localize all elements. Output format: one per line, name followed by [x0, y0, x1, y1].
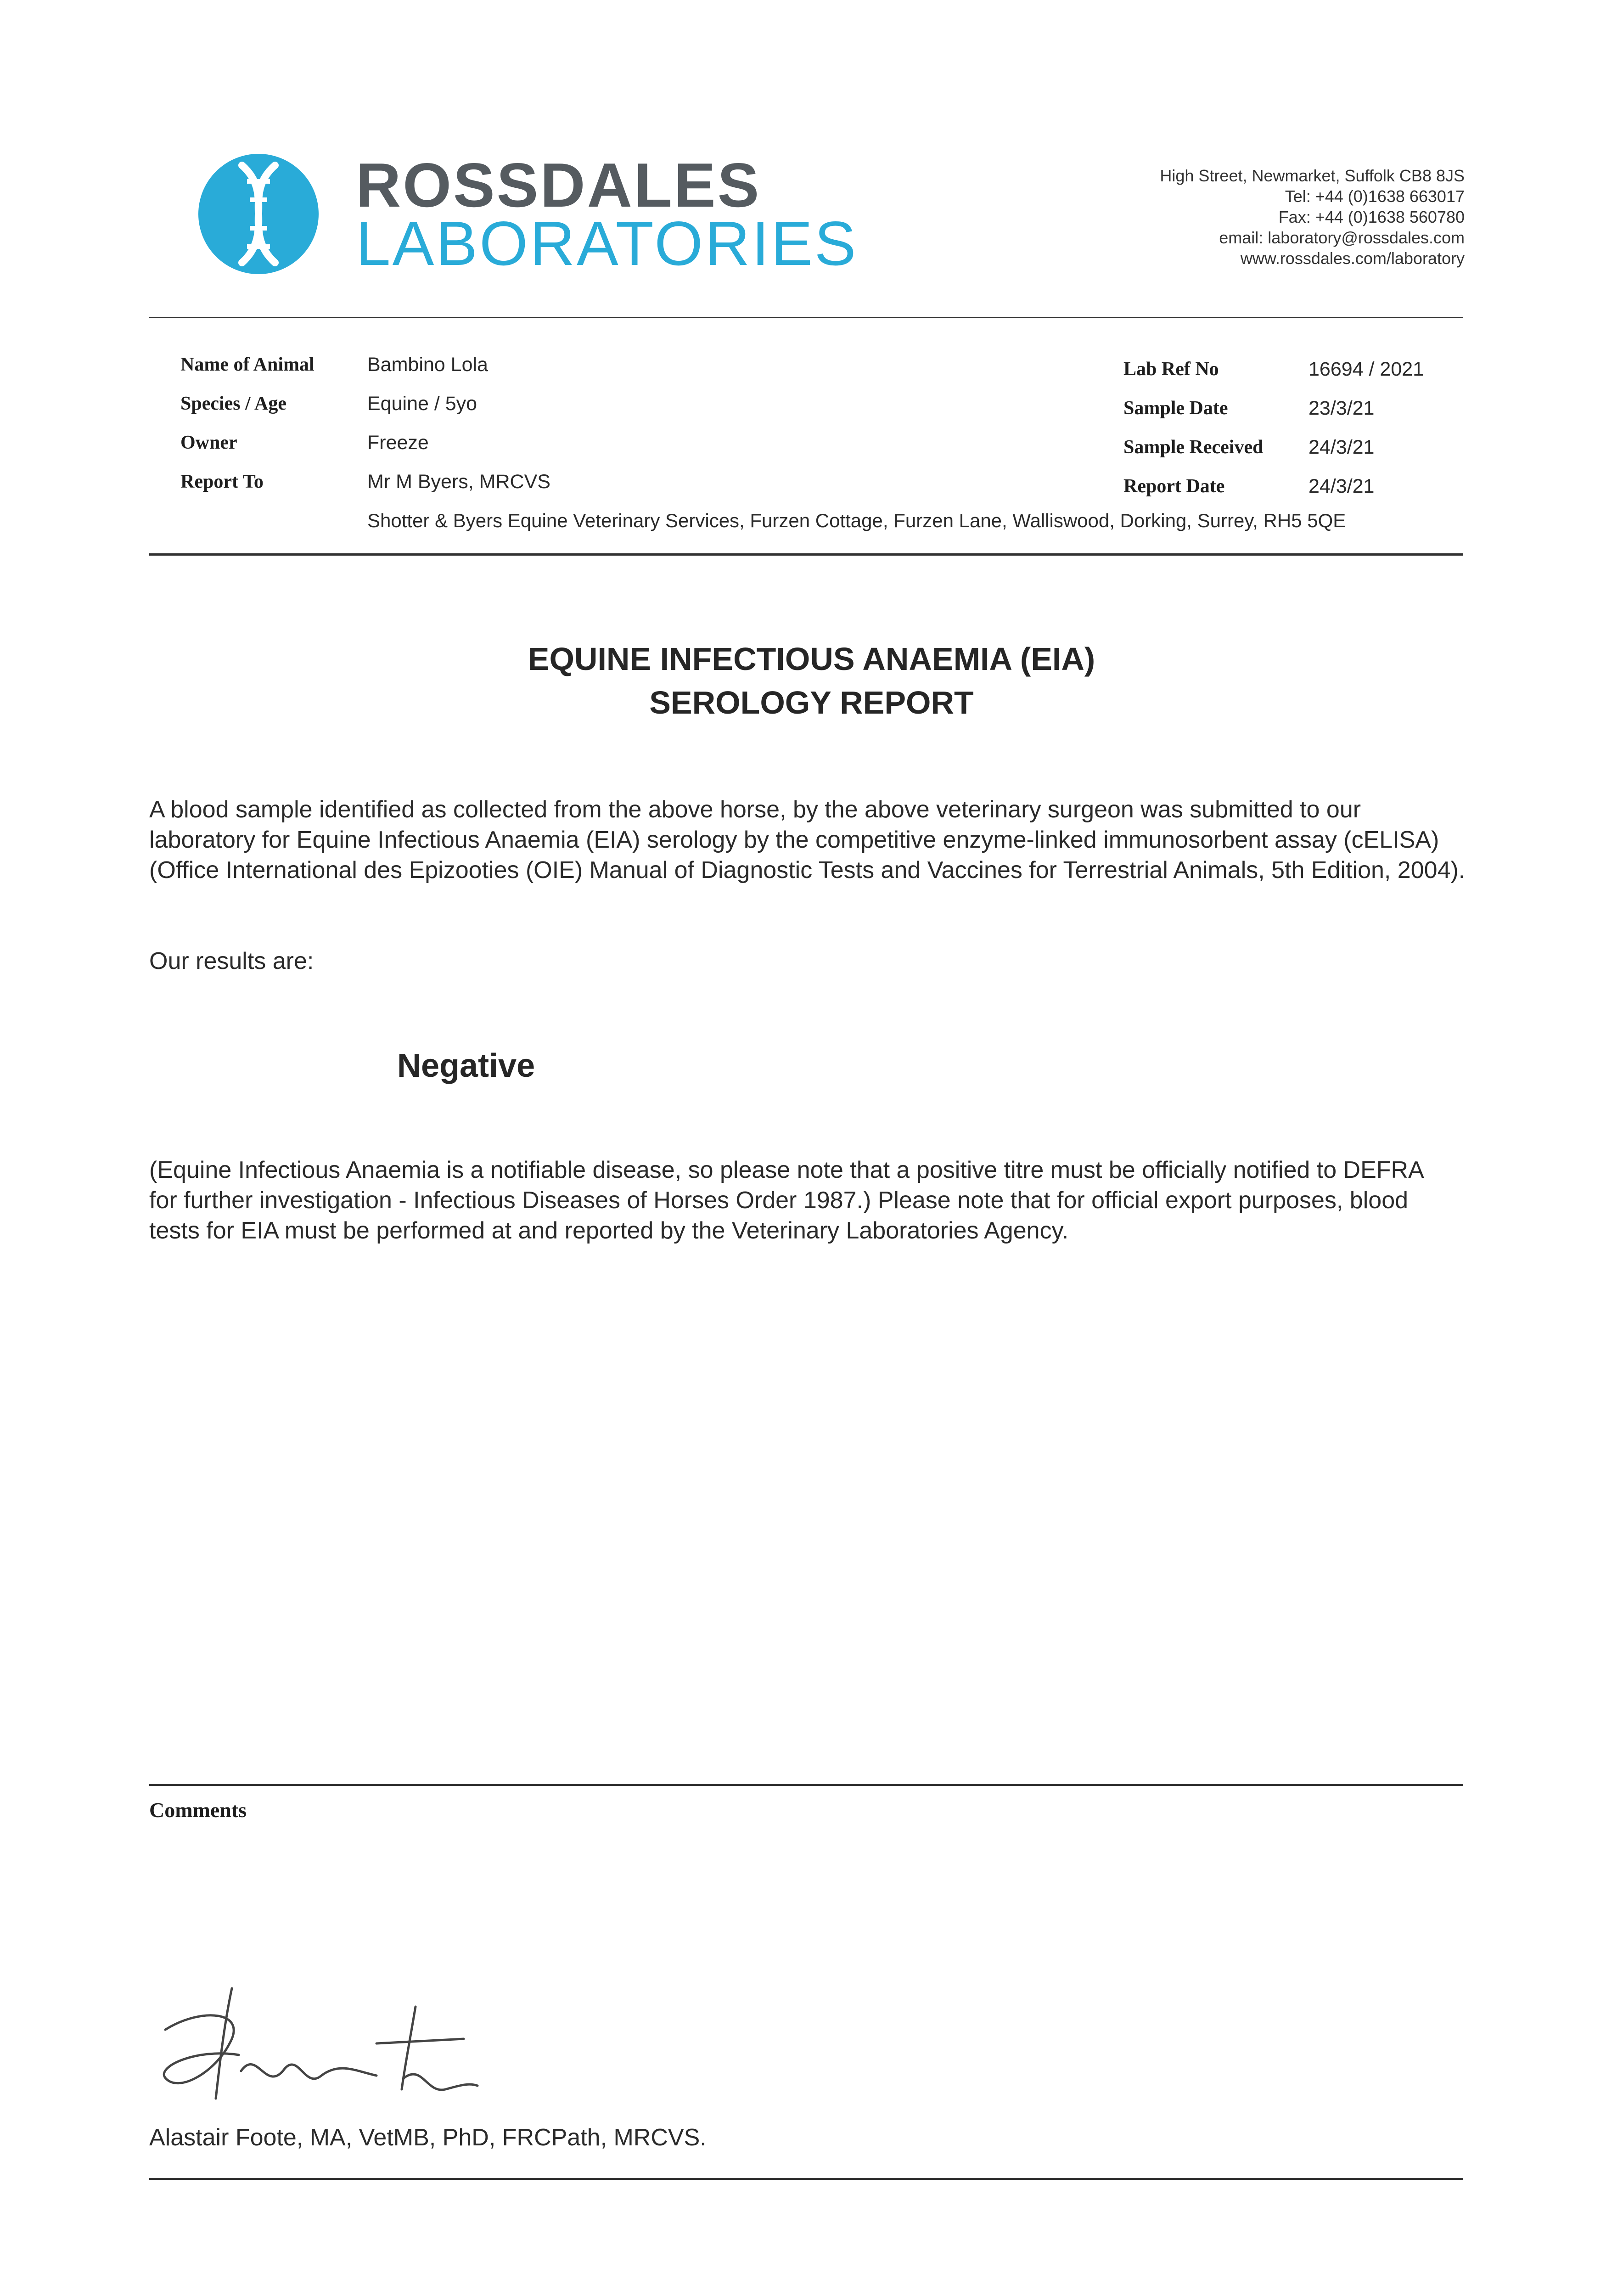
brand-name-line1: ROSSDALES [356, 150, 761, 220]
name-of-animal-label: Name of Animal [180, 354, 314, 375]
report-title-line2: SEROLOGY REPORT [649, 685, 974, 720]
results-lead: Our results are: [149, 948, 314, 974]
name-of-animal-value: Bambino Lola [367, 354, 488, 376]
contact-block [1160, 165, 1465, 269]
divider [149, 1784, 1463, 1786]
report-date-value: 24/3/21 [1309, 475, 1375, 497]
divider [149, 2178, 1463, 2180]
report-date-label: Report Date [1123, 476, 1225, 497]
owner-value: Freeze [367, 432, 429, 454]
signature [147, 1979, 496, 2112]
dna-helix-icon [198, 154, 319, 274]
species-age-label: Species / Age [180, 393, 286, 414]
divider [149, 317, 1463, 318]
contact-email: email: laboratory@rossdales.com [1219, 228, 1465, 247]
sample-received-label: Sample Received [1123, 437, 1264, 458]
report-to-label: Report To [180, 471, 264, 492]
owner-label: Owner [180, 432, 237, 453]
result-value: Negative [397, 1047, 535, 1084]
lab-ref-value: 16694 / 2021 [1309, 358, 1424, 380]
signer-name: Alastair Foote, MA, VetMB, PhD, FRCPath, MRCVS. [149, 2124, 707, 2151]
contact-address: High Street, Newmarket, Suffolk CB8 8JS [1160, 166, 1465, 185]
lab-ref-label: Lab Ref No [1123, 359, 1219, 380]
sample-date-value: 23/3/21 [1309, 397, 1375, 419]
sample-received-value: 24/3/21 [1309, 436, 1375, 458]
contact-tel: Tel: +44 (0)1638 663017 [1285, 187, 1465, 206]
divider [149, 553, 1463, 556]
contact-fax: Fax: +44 (0)1638 560780 [1278, 208, 1465, 226]
sample-date-label: Sample Date [1123, 398, 1228, 419]
report-to-value: Mr M Byers, MRCVS [367, 471, 550, 493]
comments-label: Comments [149, 1798, 247, 1822]
report-title-line1: EQUINE INFECTIOUS ANAEMIA (EIA) [528, 641, 1095, 677]
report-to-address: Shotter & Byers Equine Veterinary Services, Furzen Cottage, Furzen Lane, Walliswood, Dorking, Surrey, RH5 5QE [367, 510, 1346, 531]
notifiable-note: (Equine Infectious Anaemia is a notifiable disease, so please note that a positive titre must be officially notified to DEFRA for further investigation - Infectious Diseases of Horses Order 1987.) Please note that for official export purposes, blood tests for EIA must be performed at and reported by the Veterinary Laboratories Agency. [149, 1157, 1423, 1244]
brand-name-line2: LABORATORIES [356, 208, 858, 278]
species-age-value: Equine / 5yo [367, 393, 477, 415]
contact-website: www.rossdales.com/laboratory [1240, 249, 1465, 268]
intro-paragraph: A blood sample identified as collected from the above horse, by the above veterinary surgeon was submitted to our laboratory for Equine Infectious Anaemia (EIA) serology by the competitive enzyme-linked immunosorbent assay (cELISA) (Office International des Epizooties (OIE) Manual of Diagnostic Tests and Vaccines for Terrestrial Animals, 5th Edition, 2004). [149, 796, 1466, 884]
